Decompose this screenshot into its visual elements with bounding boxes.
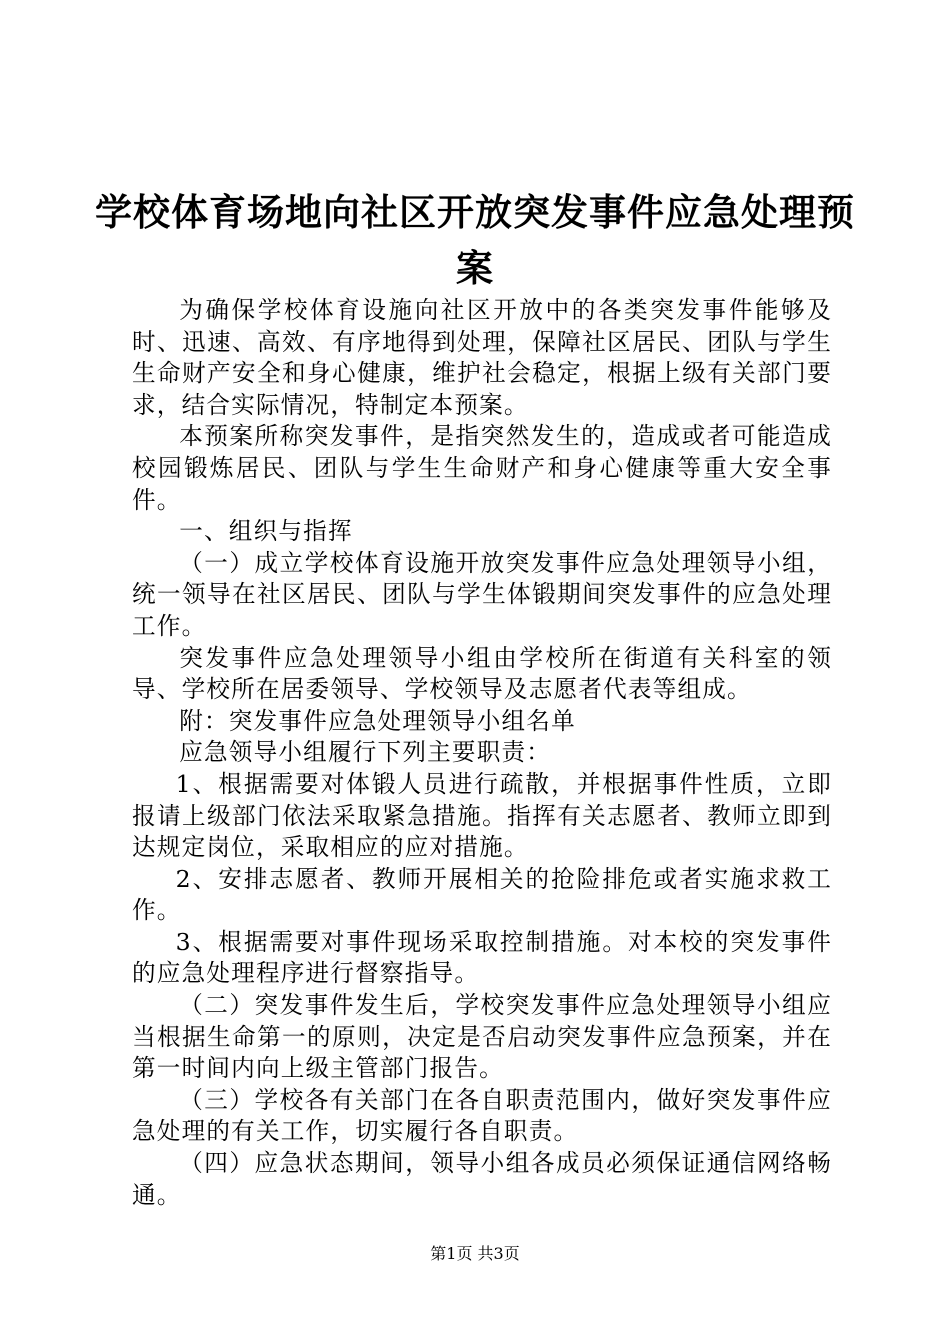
section-heading-organization: 一、组织与指挥 bbox=[179, 517, 353, 546]
document-body bbox=[132, 295, 832, 1211]
paragraph-item-2: （二）突发事件发生后，学校突发事件应急处理领导小组应当根据生命第一的原则，决定是否启动突发事件应急预案，并在第一时间内向上级主管部门报告。 bbox=[132, 991, 832, 1083]
paragraph-duty-3: 3、根据需要对事件现场采取控制措施。对本校的突发事件的应急处理程序进行督察指导。 bbox=[132, 927, 832, 988]
paragraph-item-1: （一）成立学校体育设施开放突发事件应急处理领导小组，统一领导在社区居民、团队与学生体锻期间突发事件的应急处理工作。 bbox=[132, 548, 832, 640]
paragraph-item-3: （三）学校各有关部门在各自职责范围内，做好突发事件应急处理的有关工作，切实履行各自职责。 bbox=[132, 1085, 832, 1146]
document-title-line-2: 案 bbox=[456, 246, 494, 290]
paragraph-attachment-note: 附：突发事件应急处理领导小组名单 bbox=[179, 706, 576, 735]
document-title-line-1: 学校体育场地向社区开放突发事件应急处理预 bbox=[95, 190, 855, 234]
paragraph-definition: 本预案所称突发事件，是指突然发生的，造成或者可能造成校园锻炼居民、团队与学生生命财产和身心健康等重大安全事件。 bbox=[132, 422, 832, 514]
page-number-footer: 第1页 共3页 bbox=[430, 1244, 520, 1263]
paragraph-duties-intro: 应急领导小组履行下列主要职责： bbox=[179, 738, 552, 767]
paragraph-duty-2: 2、安排志愿者、教师开展相关的抢险排危或者实施求救工作。 bbox=[132, 864, 832, 925]
paragraph-purpose: 为确保学校体育设施向社区开放中的各类突发事件能够及时、迅速、高效、有序地得到处理，保障社区居民、团队与学生生命财产安全和身心健康，维护社会稳定，根据上级有关部门要求，结合实际情况，特制定本预案。 bbox=[132, 296, 832, 419]
paragraph-item-4: （四）应急状态期间，领导小组各成员必须保证通信网络畅通。 bbox=[132, 1149, 832, 1209]
paragraph-group-composition: 突发事件应急处理领导小组由学校所在街道有关科室的领导、学校所在居委领导、学校领导及志愿者代表等组成。 bbox=[132, 643, 832, 704]
paragraph-duty-1: 1、根据需要对体锻人员进行疏散，并根据事件性质，立即报请上级部门依法采取紧急措施。指挥有关志愿者、教师立即到达规定岗位，采取相应的应对措施。 bbox=[132, 769, 832, 862]
